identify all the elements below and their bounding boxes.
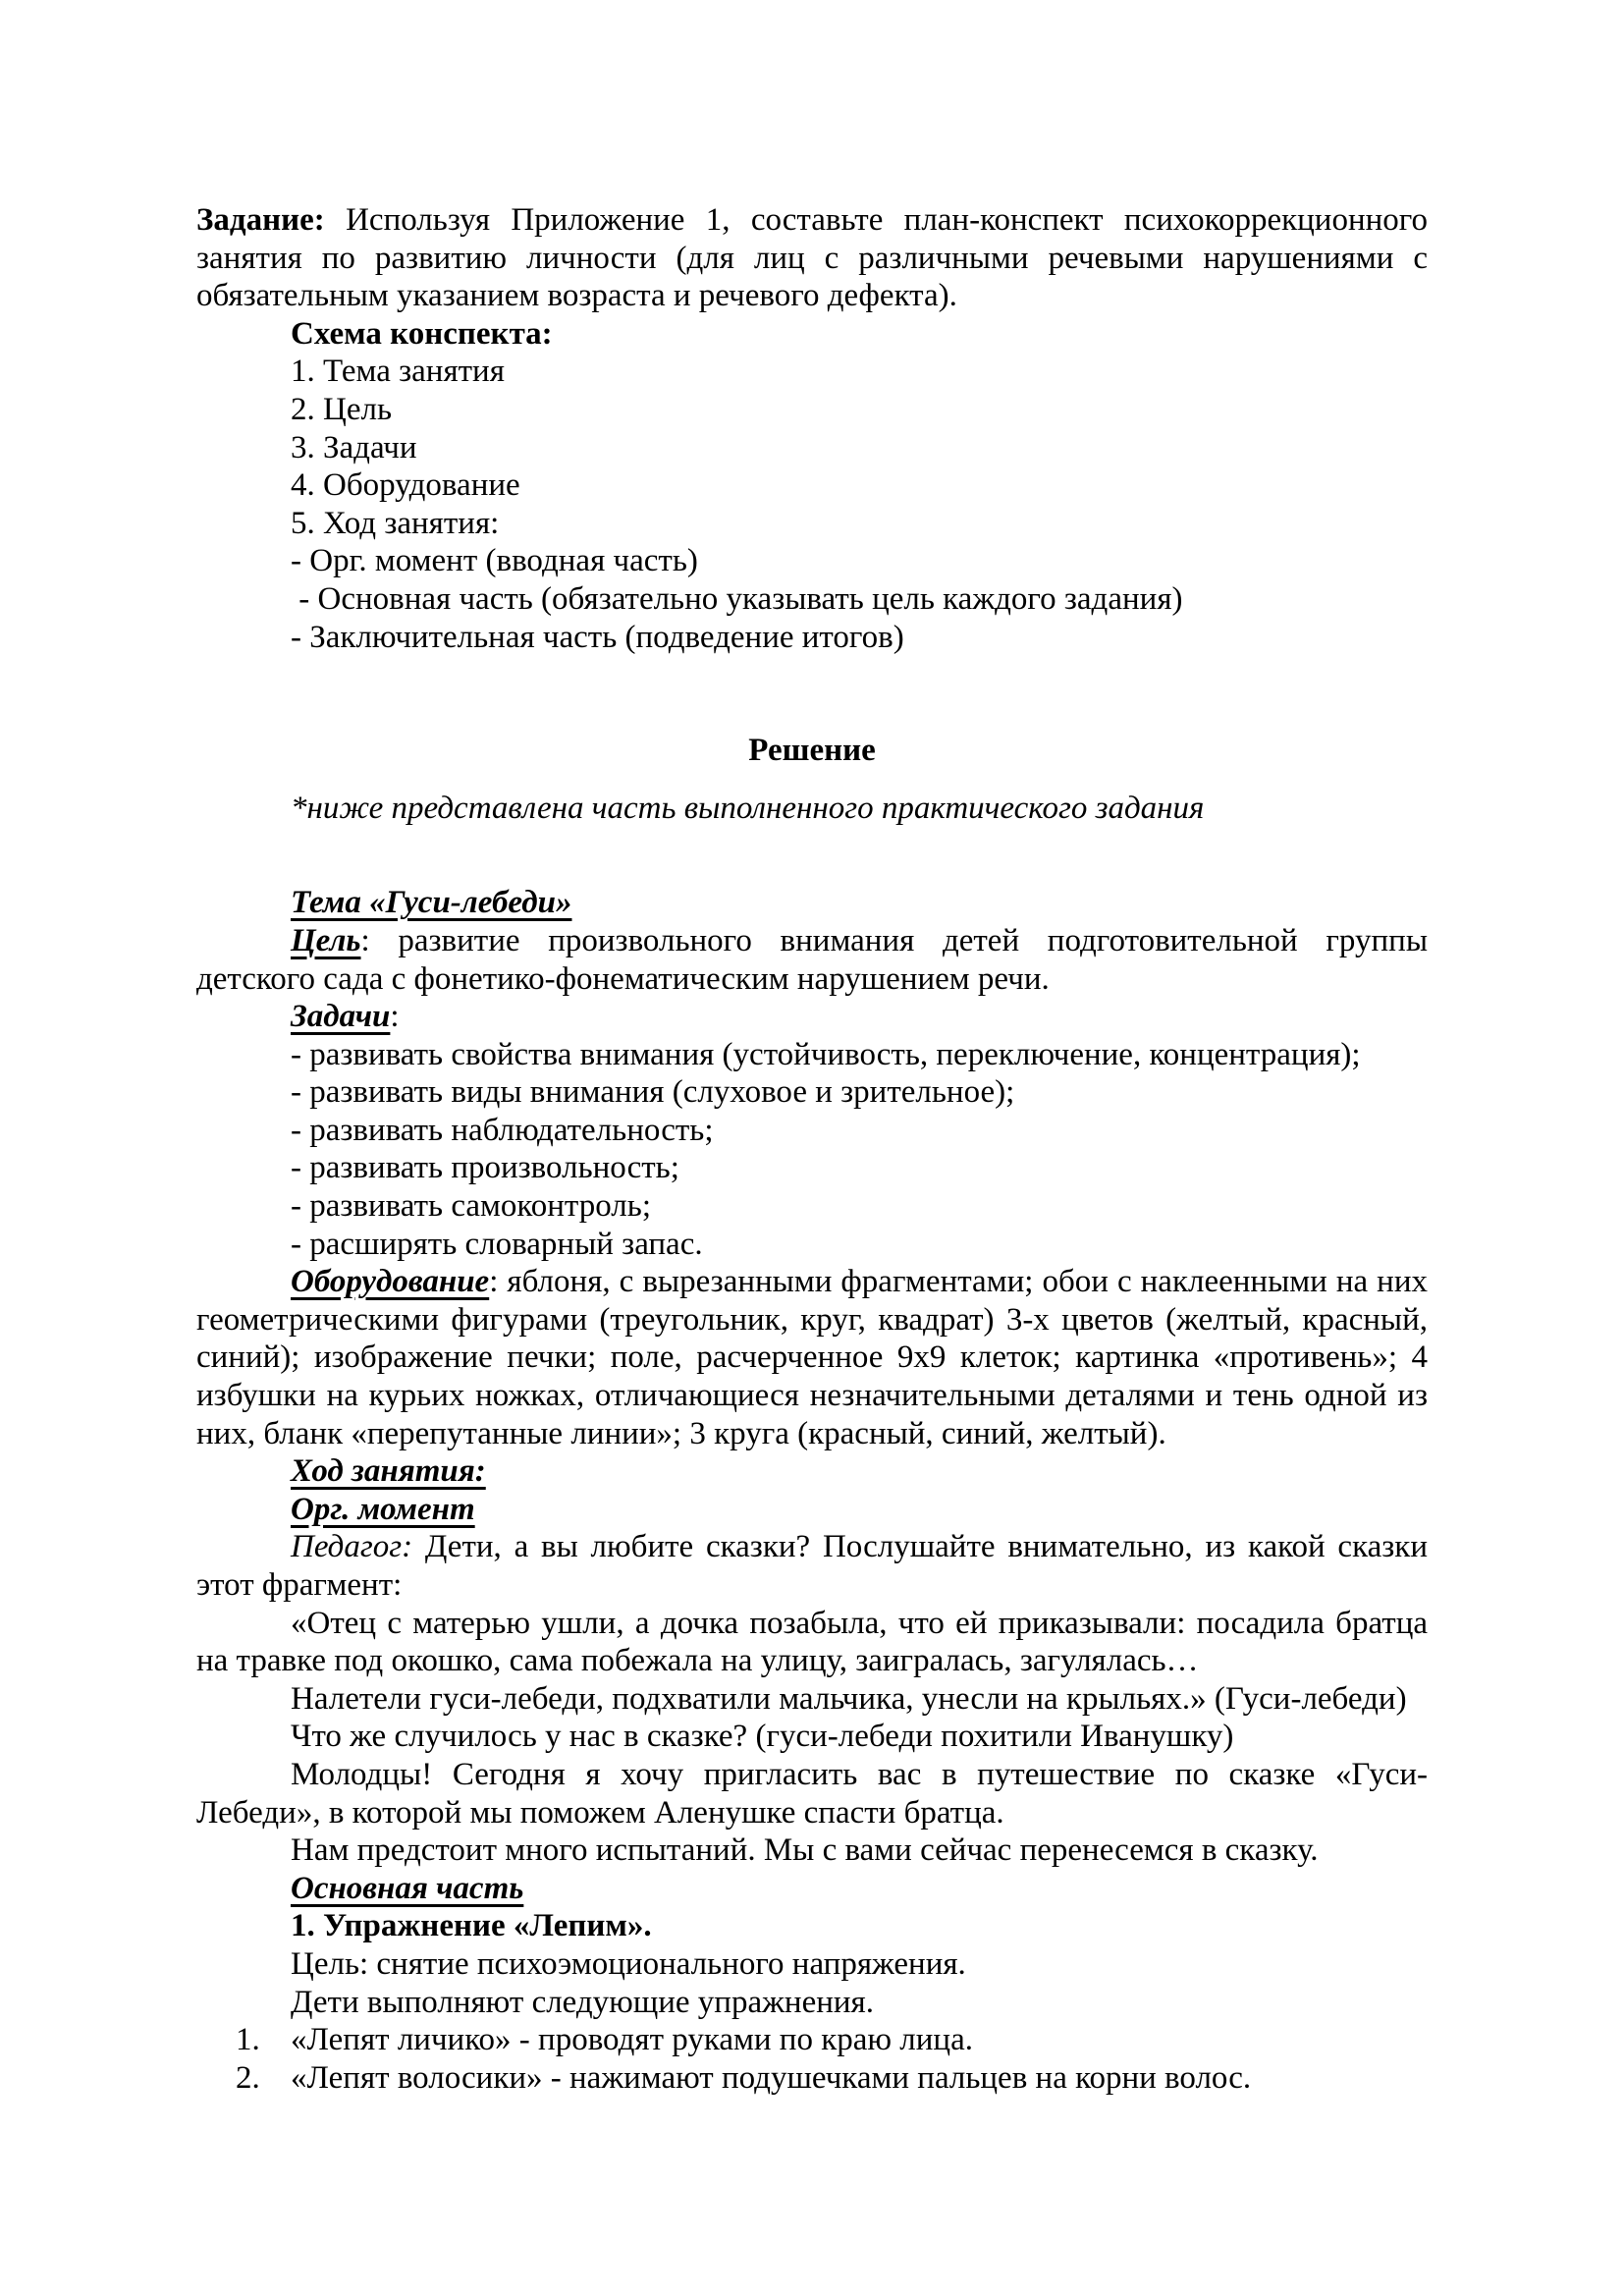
tasks-heading — [196, 998, 1428, 1036]
pedagog-label: Педагог: — [291, 1529, 413, 1565]
course-heading: Ход занятия: — [291, 1453, 486, 1490]
tasks-colon: : — [390, 999, 400, 1035]
exercise1-heading: 1. Упражнение «Лепим». — [291, 1908, 652, 1944]
task-item-2: - развивать виды внимания (слуховое и зрительное); — [291, 1074, 1015, 1111]
goal-text: : развитие произвольного внимания детей подготовительной группы детского сада с фонетико-фонематическим нарушением речи. — [196, 922, 1428, 997]
task-item-5: - развивать самоконтроль; — [291, 1188, 651, 1225]
task-paragraph — [196, 201, 1428, 315]
scheme-title: Схема конспекта: — [291, 315, 553, 352]
transition-line: Нам предстоит много испытаний. Мы с вами сейчас перенесемся в сказку. — [291, 1832, 1319, 1869]
task-item-3: - развивать наблюдательность; — [291, 1112, 714, 1148]
main-part-heading: Основная часть — [291, 1870, 524, 1906]
pedagog-paragraph — [196, 1528, 1428, 1604]
task-item-4: - развивать произвольность; — [291, 1150, 679, 1186]
equipment-paragraph — [196, 1263, 1428, 1452]
pedagog-text: Дети, а вы любите сказки? Послушайте внимательно, из какой сказки этот фрагмент: — [196, 1529, 1428, 1603]
goal-paragraph — [196, 922, 1428, 998]
list-item-text: «Лепят волосики» - нажимают подушечками пальцев на корни волос. — [291, 2059, 1252, 2096]
task-text: Используя Приложение 1, составьте план-конспект психокоррекционного занятия по развитию личности (для лиц с различными речевыми нарушениями с обязательным указанием возраста и речевого дефекта). — [196, 202, 1428, 314]
equipment-text: : яблоня, с вырезанными фрагментами; обои с наклеенными на них геометрическими фигурами (треугольник, круг, квадрат) 3-х цветов (желтый, красный, синий); изображение печки; поле, расчерченное 9х9 клеток; картинка «противень»; 4 избушки на курьих ножках, отличающиеся незначительными деталями и тень одной из них, бланк «перепутанные линии»; 3 круга (красный, синий, желтый). — [196, 1264, 1428, 1451]
fairy-tale-quote-1: «Отец с матерью ушли, а дочка позабыла, что ей приказывали: посадила братца на травке под окошко, сама побежала на улицу, заигралась, загулялась… — [196, 1605, 1428, 1679]
exercise1-step-1 — [236, 2021, 1428, 2059]
task-item-6: - расширять словарный запас. — [291, 1226, 703, 1262]
task-label: Задание: — [196, 202, 325, 238]
scheme-item-5: 5. Ход занятия: — [291, 505, 500, 541]
scheme-item-org-moment: - Орг. момент (вводная часть) — [291, 543, 698, 579]
task-item-1: - развивать свойства внимания (устойчивость, переключение, концентрация); — [291, 1036, 1361, 1072]
scheme-item-main-part: - Основная часть (обязательно указывать цель каждого задания) — [291, 580, 1183, 617]
exercise1-intro: Дети выполняют следующие упражнения. — [291, 1984, 874, 2020]
document-content — [196, 201, 1428, 2097]
praise-paragraph: Молодцы! Сегодня я хочу пригласить вас в путешествие по сказке «Гуси-Лебеди», в которой мы поможем Аленушке спасти братца. — [196, 1756, 1428, 1831]
solution-note: *ниже представлена часть выполненного практического задания — [291, 790, 1205, 826]
theme-heading: Тема «Гуси-лебеди» — [291, 885, 572, 921]
exercise1-goal: Цель: снятие психоэмоционального напряжения. — [291, 1945, 966, 1982]
scheme-item-4: 4. Оборудование — [291, 467, 520, 504]
scheme-item-final-part: - Заключительная часть (подведение итогов) — [291, 619, 904, 655]
list-item-text: «Лепят личико» - проводят руками по краю лица. — [291, 2022, 973, 2058]
scheme-item-1: 1. Тема занятия — [291, 354, 505, 390]
scheme-item-2: 2. Цель — [291, 391, 392, 427]
exercise1-step-2 — [236, 2059, 1428, 2098]
scheme-item-3: 3. Задачи — [291, 429, 417, 465]
org-moment-heading: Орг. момент — [291, 1491, 475, 1527]
list-number: 1. — [236, 2022, 260, 2058]
question-line: Что же случилось у нас в сказке? (гуси-лебеди похитили Иванушку) — [291, 1719, 1234, 1755]
solution-heading: Решение — [748, 733, 876, 769]
fairy-tale-quote-2: Налетели гуси-лебеди, подхватили мальчика, унесли на крыльях.» (Гуси-лебеди) — [291, 1680, 1407, 1717]
list-number: 2. — [236, 2059, 260, 2096]
tasks-label: Задачи — [291, 999, 391, 1035]
goal-label: Цель — [291, 922, 361, 958]
equipment-label: Оборудование — [291, 1264, 490, 1300]
